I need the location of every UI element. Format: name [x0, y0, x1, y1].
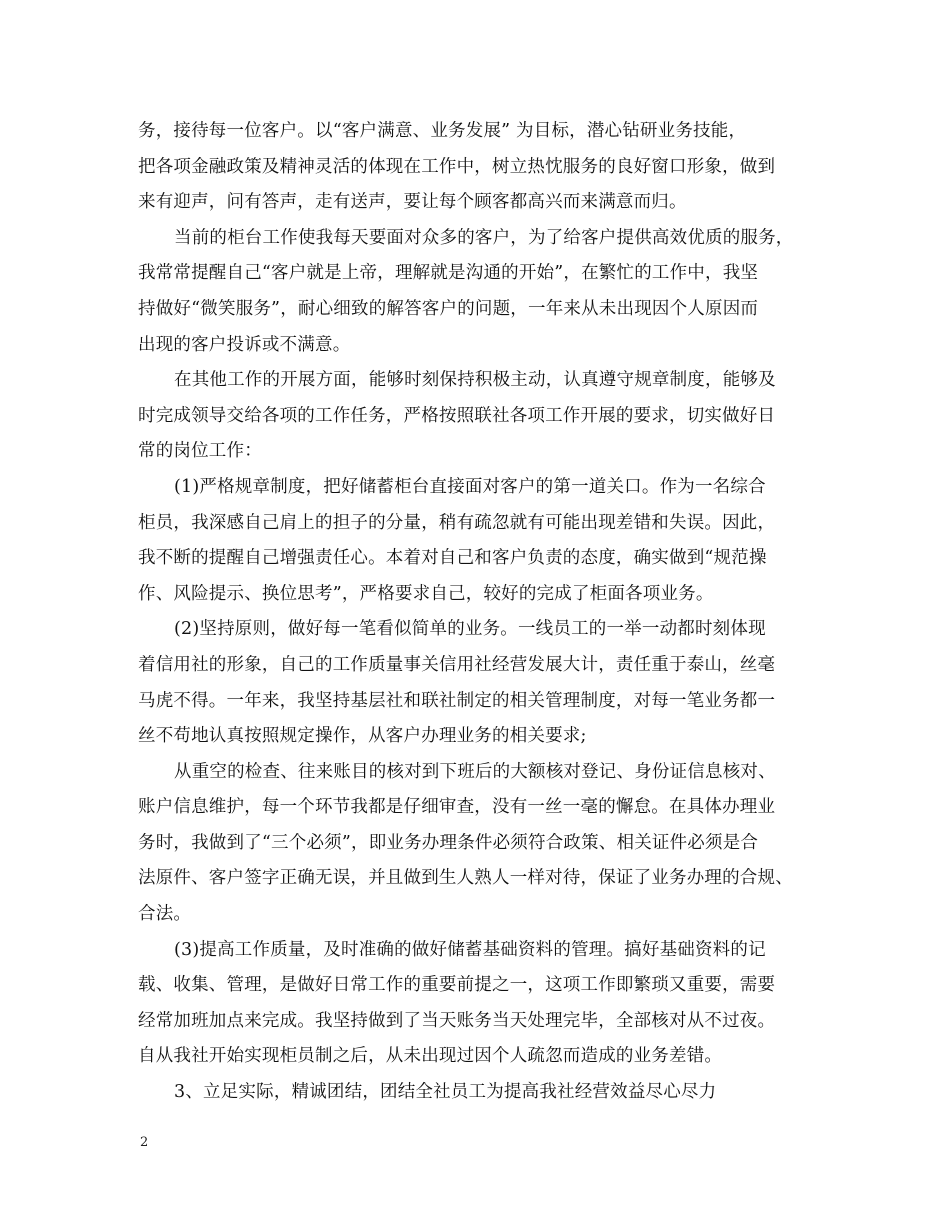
- text-line: (3)提高工作质量，及时准确的做好储蓄基础资料的管理。搞好基础资料的记: [174, 939, 766, 960]
- paragraph: [138, 755, 828, 933]
- text-line: 把各项金融政策及精神灵活的体现在工作中，树立热忱服务的良好窗口形象，做到: [138, 156, 776, 177]
- text-line: 马虎不得。一年来，我坚持基层社和联社制定的相关管理制度，对每一笔业务都一: [138, 690, 776, 711]
- text-line: 柜员，我深感自己肩上的担子的分量，稍有疏忽就有可能出现差错和失误。因此，: [138, 512, 776, 533]
- paragraph: [138, 221, 828, 363]
- text-line: 务时，我做到了“三个必须”，即业务办理条件必须符合政策、相关证件必须是合: [138, 832, 759, 853]
- paragraph: [138, 363, 828, 470]
- paragraph: [138, 933, 828, 1075]
- document-body: [138, 114, 828, 1111]
- text-line: 3、立足实际，精诚团结，团结全社员工为提高我社经营效益尽心尽力: [174, 1082, 717, 1103]
- text-line: 从重空的检查、往来账目的核对到下班后的大额核对登记、身份证信息核对、: [174, 761, 776, 782]
- text-line: 务，接待每一位客户。以“客户满意、业务发展” 为目标，潜心钻研业务技能，: [138, 121, 747, 141]
- text-line: 来有迎声，问有答声，走有送声，要让每个顾客都高兴而来满意而归。: [138, 192, 687, 213]
- text-line: 自从我社开始实现柜员制之后，从未出现过因个人疏忽而造成的业务差错。: [138, 1046, 723, 1067]
- text-line: 丝不苟地认真按照规定操作，从客户办理业务的相关要求;: [138, 726, 587, 747]
- text-line: 作、风险提示、换位思考”，严格要求自己，较好的完成了柜面各项业务。: [138, 583, 714, 604]
- text-line: 我常常提醒自己“客户就是上帝，理解就是沟通的开始”，在繁忙的工作中，我坚: [138, 263, 759, 284]
- text-line: 账户信息维护，每一个环节我都是仔细审查，没有一丝一毫的懈怠。在具体办理业: [138, 797, 776, 818]
- text-line: 在其他工作的开展方面，能够时刻保持积极主动，认真遵守规章制度，能够及: [174, 370, 776, 391]
- paragraph: [138, 612, 828, 754]
- text-line: 载、收集、管理，是做好日常工作的重要前提之一，这项工作即繁琐又重要，需要: [138, 975, 776, 996]
- text-line: 法原件、客户签字正确无误，并且做到生人熟人一样对待，保证了业务办理的合规、: [138, 868, 793, 889]
- text-line: 我不断的提醒自己增强责任心。本着对自己和客户负责的态度，确实做到“规范操: [138, 548, 767, 569]
- text-line: (2)坚持原则，做好每一笔看似简单的业务。一线员工的一举一动都时刻体现: [174, 619, 766, 640]
- text-line: 经常加班加点来完成。我坚持做到了当天账务当天处理完毕，全部核对从不过夜。: [138, 1010, 776, 1031]
- text-line: 合法。: [138, 904, 192, 925]
- paragraph: [138, 1075, 828, 1111]
- page-number: 2: [140, 1135, 149, 1150]
- text-line: 常的岗位工作：: [138, 441, 262, 462]
- text-line: 当前的柜台工作使我每天要面对众多的客户，为了给客户提供高效优质的服务，: [174, 227, 794, 248]
- text-line: 持做好“微笑服务”，耐心细致的解答客户的问题，一年来从未出现因个人原因而: [138, 298, 759, 319]
- text-line: 着信用社的形象，自己的工作质量事关信用社经营发展大计，责任重于泰山，丝毫: [138, 654, 776, 675]
- paragraph: [138, 470, 828, 612]
- text-line: 时完成领导交给各项的工作任务，严格按照联社各项工作开展的要求，切实做好日: [138, 405, 776, 426]
- text-line: 出现的客户投诉或不满意。: [138, 334, 351, 355]
- paragraph: [138, 114, 828, 221]
- text-line: (1)严格规章制度，把好储蓄柜台直接面对客户的第一道关口。作为一名综合: [174, 476, 766, 497]
